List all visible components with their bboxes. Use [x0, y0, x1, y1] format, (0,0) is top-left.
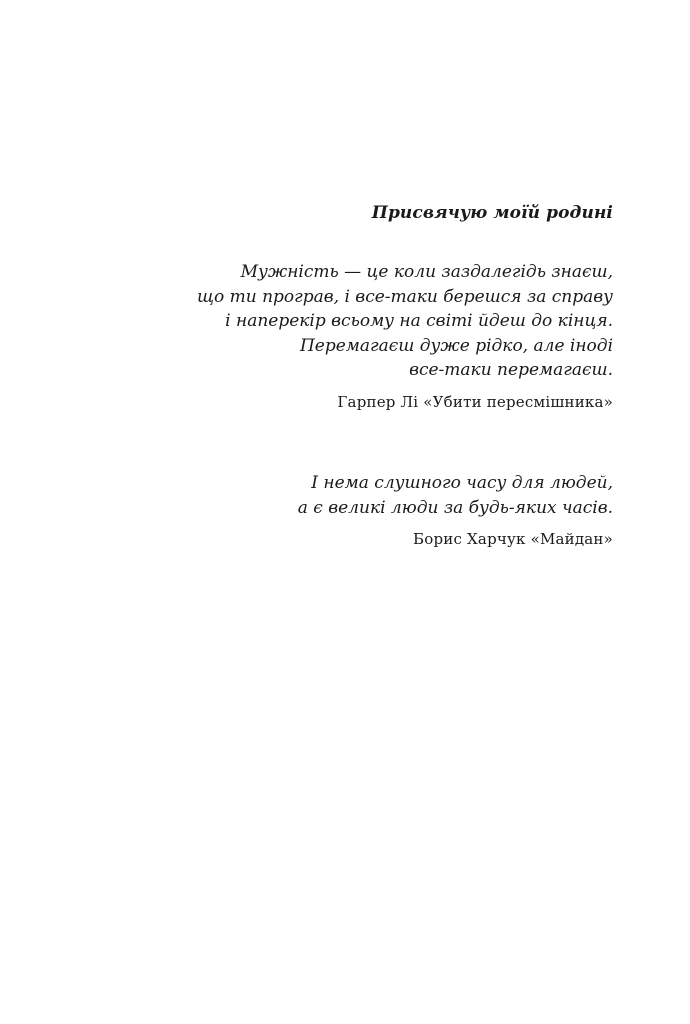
epigraph-line: а є великі люди за будь-яких часів. [297, 497, 613, 518]
epigraph-line: що ти програв, і все-таки берешся за справу [196, 286, 613, 307]
epigraph-1 [197, 260, 613, 412]
dedication: Присвячую моїй родині [371, 203, 613, 223]
epigraph-line: Перемагаєш дуже рідко, але іноді [299, 335, 613, 356]
epigraph-2 [298, 471, 613, 549]
epigraph-line: І нема слушного часу для людей, [311, 473, 613, 493]
epigraph-line: Мужність — це коли заздалегідь знаєш, [240, 262, 613, 282]
epigraph-attribution: Гарпер Лі «Убити пересмішника» [337, 392, 613, 411]
epigraph-line: все-таки перемагаєш. [409, 360, 613, 380]
epigraph-line: і наперекір всьому на світі йдеш до кінця. [225, 311, 613, 331]
epigraph-attribution: Борис Харчук «Майдан» [413, 530, 613, 548]
